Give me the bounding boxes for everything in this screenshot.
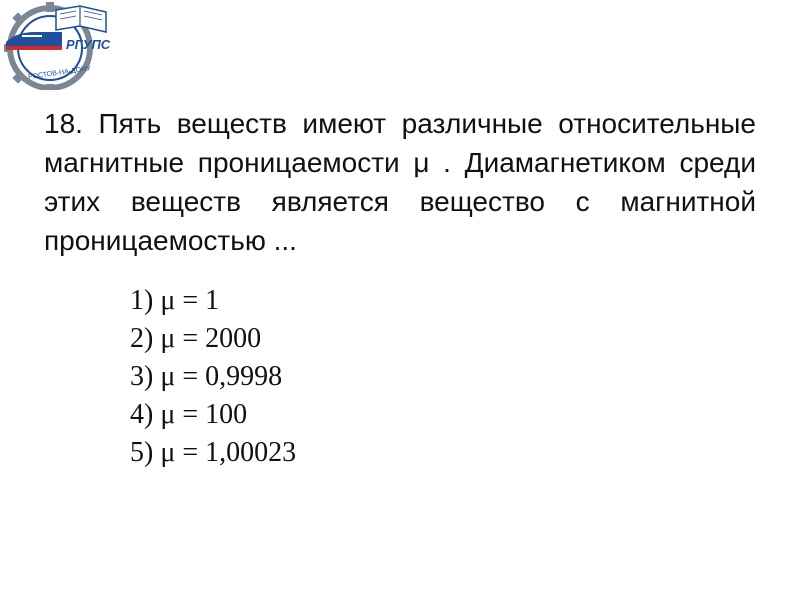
answer-number: 3) bbox=[130, 361, 154, 392]
answer-option-5 bbox=[118, 434, 310, 472]
mu-symbol: μ bbox=[160, 285, 176, 316]
answer-option-4 bbox=[118, 396, 310, 434]
mu-symbol: μ bbox=[160, 399, 176, 430]
equals-sign: = bbox=[182, 437, 199, 468]
logo-text: РГУПС bbox=[66, 37, 111, 52]
answer-option-1 bbox=[118, 282, 310, 320]
answer-option-2 bbox=[118, 320, 310, 358]
answer-value: 1,00023 bbox=[205, 437, 297, 468]
equals-sign: = bbox=[182, 361, 199, 392]
answer-value: 1 bbox=[205, 285, 220, 316]
answer-list bbox=[118, 282, 310, 472]
answer-option-3 bbox=[118, 358, 310, 396]
answer-number: 4) bbox=[130, 399, 154, 430]
logo-ring-text: РОСТОВ-НА-ДОНУ bbox=[27, 65, 92, 82]
mu-symbol: μ bbox=[160, 361, 176, 392]
answer-number: 2) bbox=[130, 323, 154, 354]
equals-sign: = bbox=[182, 323, 199, 354]
mu-symbol: μ bbox=[160, 437, 176, 468]
equals-sign: = bbox=[182, 399, 199, 430]
university-logo bbox=[2, 2, 114, 90]
equals-sign: = bbox=[182, 285, 199, 316]
mu-symbol: μ bbox=[160, 323, 176, 354]
answer-value: 0,9998 bbox=[205, 361, 283, 392]
answer-value: 100 bbox=[205, 399, 248, 430]
answer-number: 1) bbox=[130, 285, 154, 316]
question-text: 18. Пять веществ имеют различные относительные магнитные проницаемости μ . Диамагнетиком среди этих веществ является вещество с магнитной проницаемостью ... bbox=[44, 108, 756, 256]
answer-number: 5) bbox=[130, 437, 154, 468]
answer-value: 2000 bbox=[205, 323, 262, 354]
